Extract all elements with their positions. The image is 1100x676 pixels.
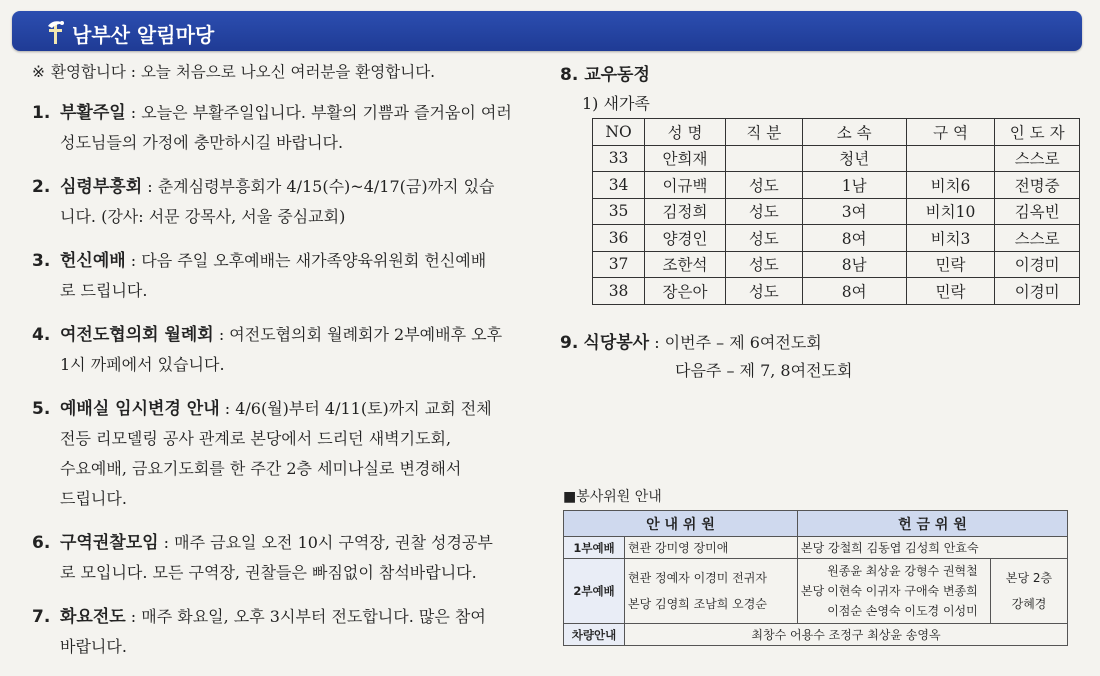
table-cell: 성도	[725, 251, 802, 278]
table-cell: 비치10	[906, 198, 995, 225]
table-cell: 스스로	[995, 225, 1080, 252]
reference-mark: ※	[32, 63, 45, 81]
new-family-table	[592, 118, 1080, 305]
table-cell: 8남	[802, 251, 906, 278]
notice-item	[32, 394, 542, 514]
offering-block	[801, 561, 978, 621]
column-header: 소 속	[802, 119, 906, 146]
notice-item	[32, 528, 542, 588]
table-cell: 민락	[906, 278, 995, 305]
column-header: 헌 금 위 원	[798, 511, 1068, 537]
offering-line: 이점순 손영숙 이도경 이성미	[827, 604, 978, 618]
table-cell: 민락	[906, 251, 995, 278]
notice-number: 1.	[32, 103, 51, 123]
table-cell: 34	[593, 172, 645, 199]
table-cell: 이규백	[645, 172, 726, 199]
table-cell: 35	[593, 198, 645, 225]
table-cell: 성도	[725, 278, 802, 305]
table-row	[564, 559, 1068, 624]
notice-number: 5.	[32, 399, 51, 419]
column-header: 안 내 위 원	[564, 511, 798, 537]
table-cell: 비치6	[906, 172, 995, 199]
volunteer-table	[563, 510, 1068, 646]
row-label: 차량안내	[564, 624, 625, 646]
table-header-row	[564, 511, 1068, 537]
column-header: 구 역	[906, 119, 995, 146]
notice-line: : 4/6(월)부터 4/11(토)까지 교회 전체	[224, 399, 492, 418]
table-cell	[625, 559, 798, 624]
table-cell: 조한석	[645, 251, 726, 278]
notice-line: 로 드립니다.	[60, 281, 148, 300]
notice-line: 성도님들의 가정에 충만하시길 바랍니다.	[60, 133, 344, 152]
offering-line: 원종윤 최상윤 강형수 권혁철	[827, 564, 978, 578]
notices-column	[32, 60, 542, 676]
section-heading: 식당봉사	[583, 332, 650, 353]
table-cell: 38	[593, 278, 645, 305]
row-label: 2부예배	[564, 559, 625, 624]
notice-line: 수요예배, 금요기도회를 한 주간 2층 세미나실로 변경해서	[60, 459, 462, 478]
welcome-notice	[32, 60, 542, 84]
notice-heading: 부활주일	[60, 103, 126, 123]
table-cell	[725, 145, 802, 172]
notice-item	[32, 98, 542, 158]
table-cell: 성도	[725, 198, 802, 225]
table-cell: 비치3	[906, 225, 995, 252]
notice-heading: 구역권찰모임	[60, 533, 159, 553]
kitchen-next-week: 다음주 – 제 7, 8여전도회	[675, 360, 853, 380]
notice-number: 6.	[32, 533, 51, 553]
section-header	[12, 11, 1082, 51]
welcome-text: 환영합니다 : 오늘 처음으로 나오신 여러분을 환영합니다.	[51, 63, 436, 81]
notice-line: : 매주 금요일 오전 10시 구역장, 권찰 성경공부	[163, 533, 493, 552]
table-cell: 1남	[802, 172, 906, 199]
table-cell: 스스로	[995, 145, 1080, 172]
table-row	[593, 198, 1080, 225]
table-cell: 이경미	[995, 278, 1080, 305]
table-cell: 8여	[802, 278, 906, 305]
table-cell: 이경미	[995, 251, 1080, 278]
guide-line: 본당 김영희 조남희 오경순	[628, 597, 767, 611]
floor-name: 강혜경	[1011, 597, 1047, 611]
table-cell: 성도	[725, 225, 802, 252]
notice-heading: 화요전도	[60, 607, 126, 627]
notice-number: 4.	[32, 325, 51, 345]
table-header-row	[593, 119, 1080, 146]
notice-line: 니다. (강사: 서문 강목사, 서울 중심교회)	[60, 207, 346, 226]
column-header: NO	[593, 119, 645, 146]
notice-item	[32, 320, 542, 380]
floor-label: 본당 2층	[1005, 571, 1053, 585]
table-cell: 36	[593, 225, 645, 252]
table-cell	[991, 559, 1068, 624]
notice-number: 3.	[32, 251, 51, 271]
table-cell: 8여	[802, 225, 906, 252]
table-row	[593, 145, 1080, 172]
table-row	[564, 537, 1068, 559]
table-cell: 장은아	[645, 278, 726, 305]
notice-line: 바랍니다.	[60, 637, 127, 656]
notice-line: 로 모입니다. 모든 구역장, 권찰들은 빠짐없이 참석바랍니다.	[60, 563, 477, 582]
table-row	[593, 225, 1080, 252]
offering-prefix: 본당	[801, 584, 825, 598]
kitchen-service	[560, 329, 1080, 385]
table-cell: 안희재	[645, 145, 726, 172]
row-label: 1부예배	[564, 537, 625, 559]
table-row	[564, 624, 1068, 646]
table-cell: 최창수 어용수 조정구 최상윤 송영옥	[625, 624, 1068, 646]
notice-line: : 매주 화요일, 오후 3시부터 전도합니다. 많은 참여	[130, 607, 486, 626]
section-subtitle: 1) 새가족	[582, 94, 650, 113]
table-cell: 청년	[802, 145, 906, 172]
notice-line: : 춘계심령부흥회가 4/15(수)~4/17(금)까지 있습	[147, 177, 495, 196]
notice-line: 1시 까페에서 있습니다.	[60, 355, 225, 374]
volunteer-title: ■봉사위원 안내	[563, 489, 662, 505]
table-row	[593, 278, 1080, 305]
table-cell: 본당 강철희 김동엽 김성희 안효숙	[798, 537, 1068, 559]
dove-cross-icon	[42, 18, 70, 46]
notice-line: 드립니다.	[60, 489, 127, 508]
table-cell: 37	[593, 251, 645, 278]
column-header: 인 도 자	[995, 119, 1080, 146]
notice-line: : 오늘은 부활주일입니다. 부활의 기쁨과 즐거움이 여러	[130, 103, 512, 122]
notice-item	[32, 246, 542, 306]
section-number: 9.	[560, 332, 579, 353]
notice-heading: 여전도협의회 월례회	[60, 325, 214, 345]
offering-line: 이현숙 이귀자 구애숙 변종희	[827, 584, 978, 598]
section-title: 8. 교우동정	[560, 65, 650, 85]
notice-item	[32, 602, 542, 662]
table-cell: 전명중	[995, 172, 1080, 199]
table-row	[593, 172, 1080, 199]
notice-heading: 예배실 임시변경 안내	[60, 399, 220, 419]
table-cell: 성도	[725, 172, 802, 199]
column-header: 직 분	[725, 119, 802, 146]
table-cell: 3여	[802, 198, 906, 225]
table-cell: 현관 강미영 장미애	[625, 537, 798, 559]
volunteer-section	[563, 486, 1068, 646]
column-header: 성 명	[645, 119, 726, 146]
members-column	[560, 60, 1080, 385]
table-cell: 33	[593, 145, 645, 172]
notice-line: 전등 리모델링 공사 관계로 본당에서 드리던 새벽기도회,	[60, 429, 452, 448]
guide-line: 현관 정예자 이경미 전귀자	[628, 571, 767, 585]
table-cell: 김옥빈	[995, 198, 1080, 225]
kitchen-this-week: : 이번주 – 제 6여전도회	[654, 332, 822, 352]
notice-heading: 심령부흥회	[60, 177, 143, 197]
notice-heading: 헌신예배	[60, 251, 126, 271]
table-cell: 양경인	[645, 225, 726, 252]
notice-item	[32, 172, 542, 232]
notice-line: : 다음 주일 오후예배는 새가족양육위원회 헌신예배	[130, 251, 487, 270]
notice-number: 7.	[32, 607, 51, 627]
table-cell: 김정희	[645, 198, 726, 225]
notice-line: : 여전도협의회 월례회가 2부예배후 오후	[218, 325, 503, 344]
page-title: 남부산 알림마당	[72, 23, 215, 47]
table-row	[593, 251, 1080, 278]
table-cell	[798, 559, 991, 624]
notice-number: 2.	[32, 177, 51, 197]
table-cell	[906, 145, 995, 172]
